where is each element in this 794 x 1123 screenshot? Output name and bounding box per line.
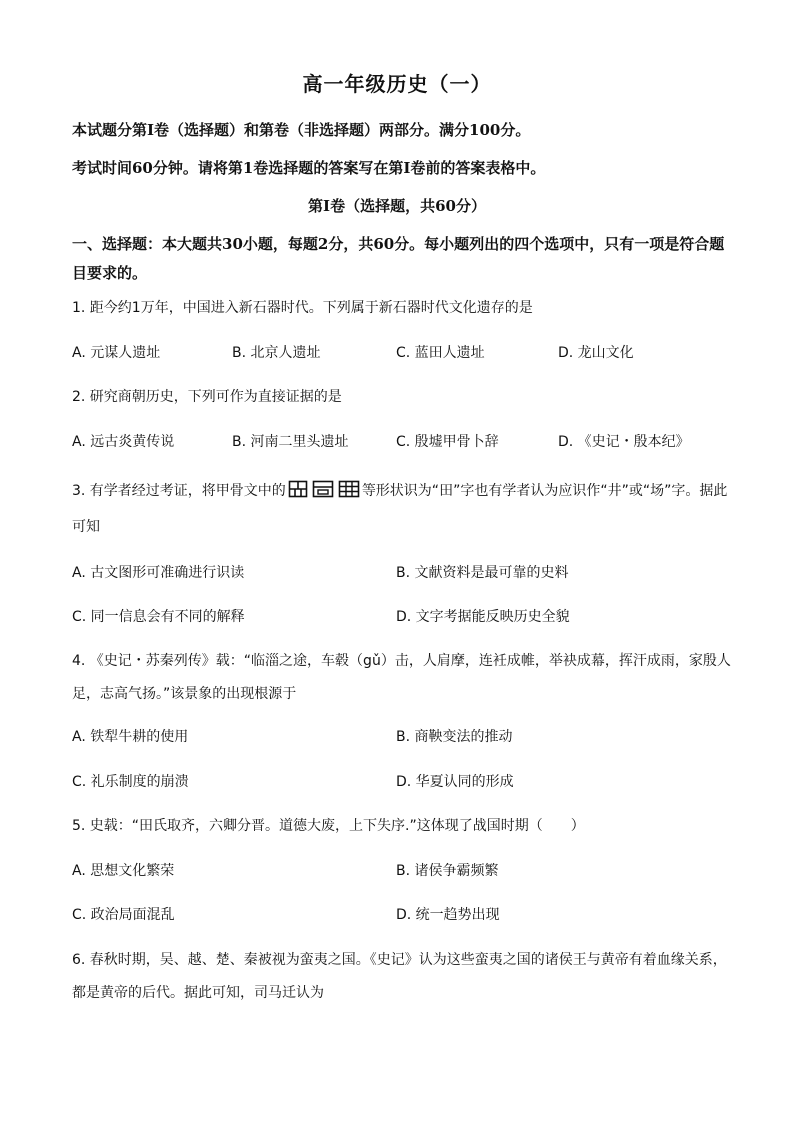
- option-c: C. 政治局面混乱: [72, 907, 175, 923]
- option-b: B. 商鞅变法的推动: [396, 729, 513, 745]
- option-b: B. 北京人遗址: [232, 345, 321, 361]
- section-title: 第Ⅰ卷（选择题，共60分）: [308, 197, 486, 215]
- option-d: D. 《史记・殷本纪》: [558, 434, 690, 450]
- option-c: C. 蓝田人遗址: [396, 345, 485, 361]
- option-d: D. 龙山文化: [558, 345, 634, 361]
- option-c: C. 殷墟甲骨卜辞: [396, 434, 499, 450]
- oracle-tian-glyph-3-icon: [338, 478, 360, 511]
- option-b: B. 诸侯争霸频繁: [396, 863, 499, 879]
- option-d: D. 华夏认同的形成: [396, 774, 514, 790]
- intro-line-2: 考试时间60分钟。请将第1卷选择题的答案写在第Ⅰ卷前的答案表格中。: [72, 159, 546, 177]
- question-4-options-row-2: [72, 771, 732, 793]
- question-3-text-after: 等形状识为“田”字也有学者认为应识作“井”或“场”字。据此可知: [72, 483, 728, 535]
- page-title: 高一年级历史（一）: [302, 72, 492, 96]
- question-3-options-row-1: [72, 562, 732, 584]
- option-a: A. 古文图形可准确进行识读: [72, 565, 245, 581]
- option-b: B. 河南二里头遗址: [232, 434, 349, 450]
- option-b: B. 文献资料是最可靠的史料: [396, 565, 569, 581]
- question-4-options-row-1: [72, 726, 732, 748]
- option-c: C. 礼乐制度的崩溃: [72, 774, 189, 790]
- option-a: A. 思想文化繁荣: [72, 863, 175, 879]
- question-3-text: [72, 475, 732, 544]
- question-1-options: [72, 342, 732, 364]
- question-6-text: 6. 春秋时期，吴、越、楚、秦被视为蛮夷之国。《史记》认为这些蛮夷之国的诸侯王与黄帝有着血缘关系，都是黄帝的后代。据此可知，司马迁认为: [72, 952, 727, 1001]
- question-4-text: 4. 《史记・苏秦列传》载：“临淄之途，车毂（gǔ）击，人肩摩，连衽成帷，举袂成幕，挥汗成雨，家殷人足，志高气扬。”该景象的出现根源于: [72, 653, 731, 702]
- oracle-tian-glyph-2-icon: [312, 478, 334, 511]
- intro-line-1: 本试题分第Ⅰ卷（选择题）和第卷（非选择题）两部分。满分100分。: [72, 121, 531, 139]
- question-3-options-row-2: [72, 606, 732, 628]
- instruction-text: 一、选择题：本大题共30小题，每题2分，共60分。每小题列出的四个选项中，只有一项是符合题目要求的。: [72, 235, 725, 282]
- question-1-text: 1. 距今约1万年，中国进入新石器时代。下列属于新石器时代文化遗存的是: [72, 300, 533, 316]
- option-a: A. 远古炎黄传说: [72, 434, 175, 450]
- question-5-options-row-2: [72, 904, 732, 926]
- option-a: A. 铁犁牛耕的使用: [72, 729, 189, 745]
- question-5-options-row-1: [72, 860, 732, 882]
- option-a: A. 元谋人遗址: [72, 345, 161, 361]
- question-5-text: 5. 史载：“田氏取齐，六卿分晋。道德大废，上下失序.”这体现了战国时期（ ）: [72, 818, 585, 834]
- question-2-options: [72, 431, 732, 453]
- oracle-tian-glyph-1-icon: [288, 478, 308, 511]
- option-c: C. 同一信息会有不同的解释: [72, 609, 245, 625]
- question-3-text-before: 3. 有学者经过考证，将甲骨文中的: [72, 483, 286, 499]
- question-2-text: 2. 研究商朝历史，下列可作为直接证据的是: [72, 389, 342, 405]
- option-d: D. 统一趋势出现: [396, 907, 500, 923]
- option-d: D. 文字考据能反映历史全貌: [396, 609, 570, 625]
